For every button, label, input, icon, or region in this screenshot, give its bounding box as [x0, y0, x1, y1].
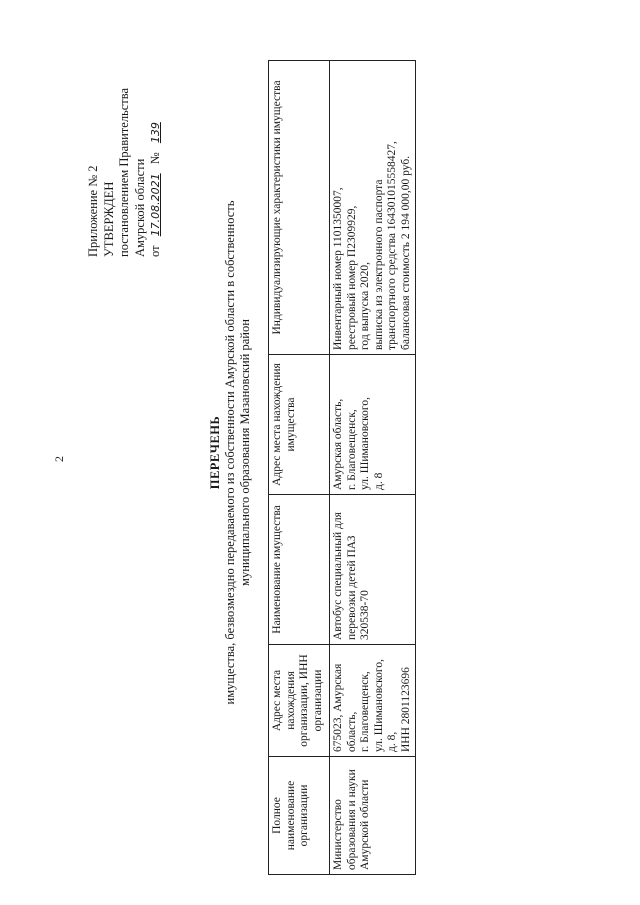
approved-label: УТВЕРЖДЕН	[101, 181, 116, 257]
date-prefix: от	[148, 245, 162, 257]
title-line-2: муниципального образования Мазановский район	[238, 319, 252, 586]
title-heading: ПЕРЕЧЕНЬ	[208, 415, 222, 490]
registry-number: реестровый номер П2309929,	[345, 205, 358, 350]
property-address-line: Амурская область,	[332, 398, 344, 490]
approval-number: 139	[149, 122, 162, 144]
header-org-name: Полное наименование организации	[269, 757, 330, 875]
cell-org-name: Министерство образования и науки Амурской области	[330, 757, 416, 875]
header-org-address: Адрес места нахождения организации, ИНН организации	[269, 645, 330, 757]
header-property-name: Наименование имущества	[269, 495, 330, 645]
property-address-line: ул. Шимановского,	[359, 397, 371, 490]
header-property-address: Адрес места нахождения имущества	[269, 355, 330, 495]
book-value: балансовая стоимость 2 194 000,00 руб.	[399, 155, 412, 350]
table-row	[330, 61, 416, 875]
resolution-label: постановлением Правительства	[117, 87, 131, 257]
year-of-manufacture: год выпуска 2020,	[359, 261, 371, 350]
region-label: Амурской области	[132, 158, 147, 257]
org-inn: ИНН 2801123696	[399, 667, 412, 752]
cell-org-address	[330, 645, 416, 757]
document-title	[208, 0, 253, 905]
page-number: 2	[52, 456, 66, 462]
title-line-1: имущества, безвозмездно передаваемого из собственности Амурской области в собственность	[223, 200, 237, 705]
cell-property-address	[330, 355, 416, 495]
inventory-number: Инвентарный номер 1101350007,	[332, 187, 344, 350]
approval-date-line	[148, 88, 164, 257]
org-address-line: д. 8,	[386, 731, 398, 752]
vehicle-passport-line: выписка из электронного паспорта	[372, 179, 385, 350]
vehicle-passport-number: транспортного средства 164301015558427,	[386, 141, 398, 350]
approval-date: 17.08.2021	[149, 173, 162, 237]
property-table	[268, 60, 416, 875]
org-address-line: ул. Шимановского,	[372, 659, 385, 752]
header-characteristics: Индивидуализирующие характеристики имущества	[269, 61, 330, 355]
cell-property-name: Автобус специальный для перевозки детей ПАЗ 320538-70	[330, 495, 416, 645]
table-header-row	[269, 61, 330, 875]
property-address-line: г. Благовещенск,	[345, 409, 358, 490]
property-address-line: д. 8	[372, 472, 385, 490]
org-address-line: 675023, Амурская область,	[332, 663, 358, 752]
cell-characteristics	[330, 61, 416, 355]
org-address-line: г. Благовещенск,	[359, 671, 371, 752]
approval-stamp	[86, 88, 164, 257]
appendix-label: Приложение № 2	[86, 165, 100, 257]
number-prefix: №	[148, 152, 162, 165]
